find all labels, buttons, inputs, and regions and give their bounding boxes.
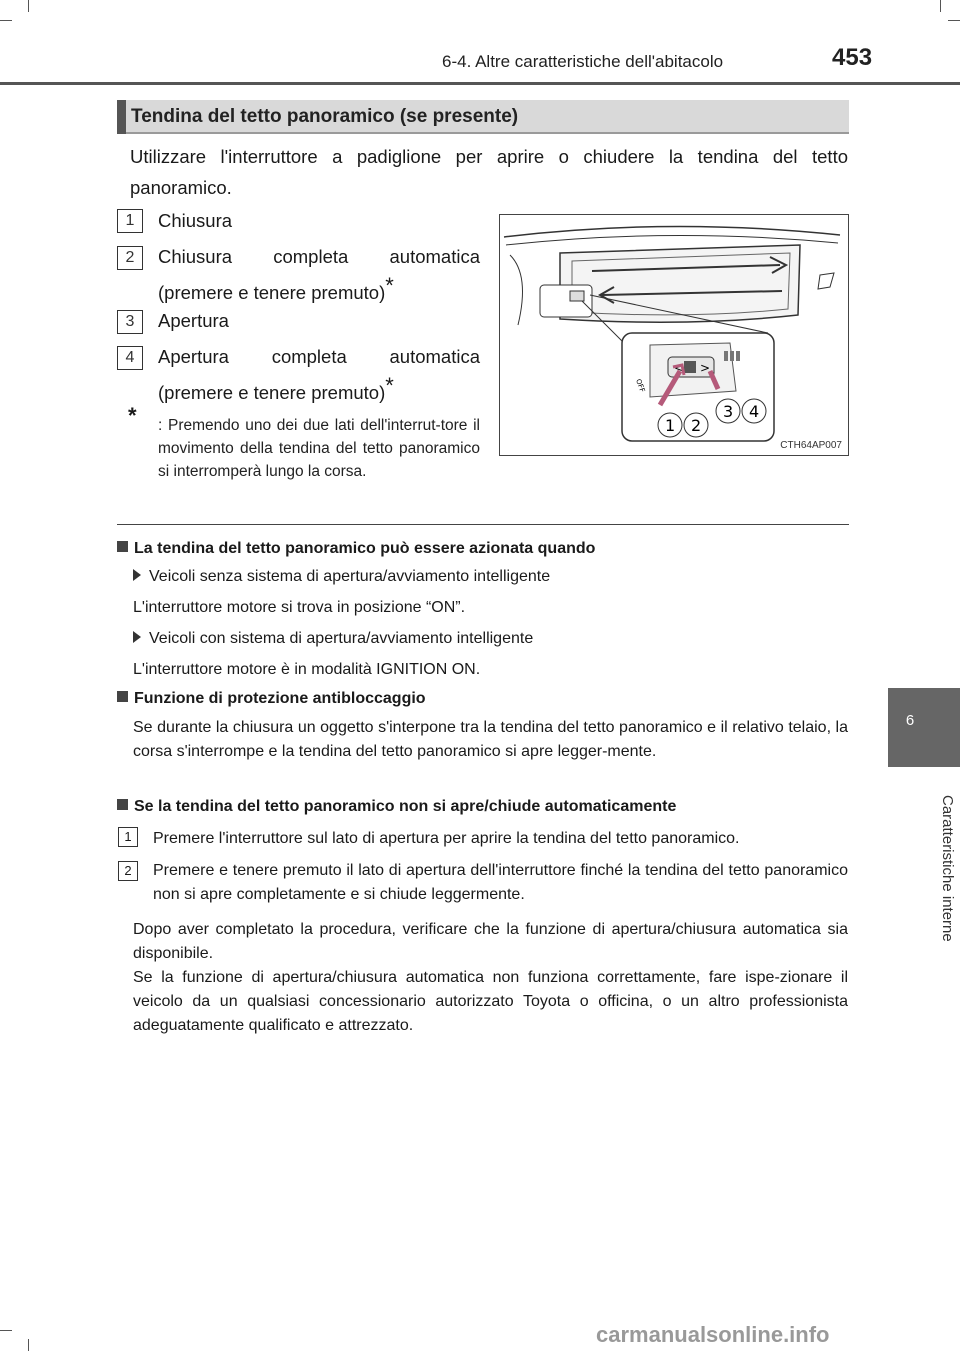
switch-open-glyph: > [700,361,711,375]
figure-code: CTH64AP007 [780,440,842,451]
callout-label: 2 [691,416,702,435]
item-number: 4 [117,346,143,370]
paragraph: L'interruttore motore si trova in posizione “ON”. [133,599,466,616]
item-sublabel: (premere e tenere premuto) [158,282,386,303]
item-sublabel: (premere e tenere premuto) [158,382,386,403]
crop-mark [28,1339,29,1351]
crop-mark [940,0,941,12]
subheading [117,540,595,558]
button-slots [724,351,740,361]
bullet-item [133,568,550,586]
roof-edge [506,235,838,245]
bullet-text: Veicoli senza sistema di apertura/avviamento intelligente [149,568,551,585]
header-section-title: 6-4. Altre caratteristiche dell'abitacolo [442,52,724,71]
sunshade-illustration [499,214,849,456]
asterisk-marker: * [385,373,394,398]
crop-mark [0,1330,12,1331]
subheading [117,798,676,816]
chapter-number: 6 [905,712,915,729]
step-text: Premere l'interruttore sul lato di apertura per aprire la tendina del tetto panoramico. [153,830,740,847]
item-text [158,306,480,335]
square-bullet-icon [117,691,128,702]
chapter-tab [888,688,960,767]
switch-close-glyph: < [674,361,685,375]
crop-mark [948,20,960,21]
chapter-label: Caratteristiche interne [939,795,956,942]
section-title: Tendina del tetto panoramico (se presente) [131,106,519,127]
subheading-text: La tendina del tetto panoramico può essere azionata quando [134,540,596,557]
item-label: Chiusura completa automatica [158,246,480,267]
header-rule [0,82,960,85]
title-accent [117,100,126,134]
item-text [158,342,480,407]
item-number: 3 [117,310,143,334]
crop-mark [28,0,29,12]
intro-text: Utilizzare l'interruttore a padiglione per aprire o chiudere la tendina del tetto panoramico. [130,146,848,198]
item-text [158,242,480,307]
switch-center-glyph [684,361,696,373]
subheading-text: Se la tendina del tetto panoramico non si apre/chiude automaticamente [134,798,677,815]
switch-off-text: OFF [634,377,647,394]
page-number: 453 [832,44,873,71]
bullet-text: Veicoli con sistema di apertura/avviamento intelligente [149,630,534,647]
item-text [158,206,480,235]
callout-label: 1 [665,416,676,435]
subheading [117,690,426,708]
item-label: Chiusura [158,210,233,231]
footnote: : Premendo uno dei due lati dell'interrut-tore il movimento della tendina del tetto panoramico si interromperà lungo la corsa. [158,417,480,480]
item-label: Apertura [158,310,229,331]
triangle-bullet-icon [133,569,141,581]
item-number: 2 [117,246,143,270]
paragraph: Dopo aver completato la procedura, verificare che la funzione di apertura/chiusura automatica sia disponibile. [133,921,848,962]
square-bullet-icon [117,799,128,810]
subheading-text: Funzione di protezione antibloccaggio [134,690,426,707]
handle [818,273,834,289]
item-label: Apertura completa automatica [158,346,480,367]
bullet-item [133,630,533,648]
console-switch [570,291,584,301]
paragraph: L'interruttore motore è in modalità IGNITION ON. [133,661,481,678]
section-title-bar [117,100,849,134]
triangle-bullet-icon [133,631,141,643]
paragraph: Se la funzione di apertura/chiusura automatica non funziona correttamente, fare ispe-zionare il veicolo da un qualsiasi concessionario autorizzato Toyota o officina, o un altro professionista adeguatamente qualificato e attrezzato. [133,969,848,1034]
paragraph: Se durante la chiusura un oggetto s'interpone tra la tendina del tetto panoramico e il relativo telaio, la corsa s'interrompe e la tendina del tetto panoramico si apre legger-mente. [133,719,848,760]
crop-mark [0,20,12,21]
square-bullet-icon [117,541,128,552]
callout-label: 4 [749,402,760,421]
step-number: 1 [118,827,138,847]
note-asterisk: * [128,403,137,428]
section-divider [117,524,849,525]
step-text: Premere e tenere premuto il lato di apertura dell'interruttore finché la tendina del tetto panoramico non si apre completamente e si chiude leggermente. [153,862,848,903]
callout-label: 3 [723,402,734,421]
asterisk-marker: * [385,273,394,298]
item-number: 1 [117,209,143,233]
step-number: 2 [118,861,138,881]
pillar [510,255,523,325]
watermark: carmanualsonline.info [596,1322,830,1347]
roof-diagram [500,215,848,455]
